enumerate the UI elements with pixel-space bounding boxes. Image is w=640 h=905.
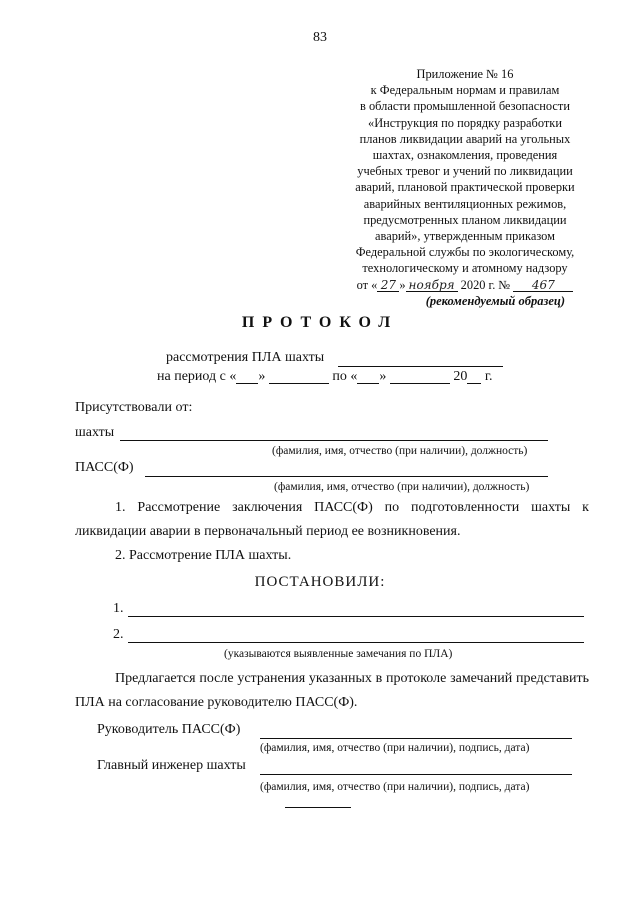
remarks-caption: (указываются выявленные замечания по ПЛА) — [224, 648, 453, 660]
appendix-line: планов ликвидации аварий на угольных — [359, 131, 571, 146]
resolution-blank-1 — [128, 616, 584, 617]
appendix-line: шахтах, ознакомления, проведения — [372, 148, 558, 163]
end-separator-line — [285, 807, 351, 808]
chief-engineer-label: Главный инженер шахты — [97, 758, 246, 773]
period-line — [157, 369, 493, 385]
appendix-header — [325, 66, 605, 293]
date-month-handwritten: ноября — [406, 279, 458, 292]
proposal-text: Предлагается после устранения указанных в протоколе замечаний представить ПЛА на согласование руководителю ПАСС(Ф). — [75, 671, 589, 710]
appendix-line: Федеральной службы по экологическому, — [355, 245, 575, 260]
appendix-line: Приложение № 16 — [416, 67, 514, 81]
resolution-number-1: 1. — [113, 601, 124, 616]
appendix-line: «Инструкция по порядку разработки — [368, 115, 562, 130]
mine-label: шахты — [75, 425, 115, 440]
order-number-handwritten: 467 — [513, 279, 573, 292]
page-number: 83 — [313, 30, 327, 45]
chief-engineer-caption: (фамилия, имя, отчество (при наличии), подпись, дата) — [260, 781, 530, 793]
resolution-blank-2 — [128, 642, 584, 643]
resolved-heading: ПОСТАНОВИЛИ: — [254, 574, 386, 590]
date-prefix: от « — [356, 277, 378, 292]
mine-caption: (фамилия, имя, отчество (при наличии), должность) — [272, 445, 528, 457]
appendix-line: к Федеральным нормам и правилам — [370, 83, 560, 98]
period-year-prefix: 20 — [453, 369, 468, 384]
review-label: рассмотрения ПЛА шахты — [166, 350, 325, 365]
appendix-line: аварий, плановой практической проверки — [355, 180, 575, 195]
date-day-handwritten: 27 — [377, 279, 399, 292]
appendix-line: предусмотренных планом ликвидации — [363, 212, 567, 227]
agenda-item-2: 2. Рассмотрение ПЛА шахты. — [115, 548, 292, 563]
mine-name-blank — [338, 366, 503, 367]
page-title: ПРОТОКОЛ — [241, 314, 399, 331]
chief-engineer-signature-blank — [260, 774, 572, 775]
pass-caption: (фамилия, имя, отчество (при наличии), должность) — [274, 481, 530, 493]
head-label: Руководитель ПАСС(Ф) — [97, 722, 241, 737]
sample-note: (рекомендуемый образец) — [425, 294, 565, 308]
appendix-line: в области промышленной безопасности — [360, 99, 570, 114]
present-label: Присутствовали от: — [75, 400, 193, 415]
period-mid2: » — [379, 369, 387, 384]
date-mid: » — [399, 277, 406, 292]
period-po: по « — [332, 369, 358, 384]
pass-representative-blank — [145, 476, 548, 477]
appendix-line: технологическому и атомному надзору — [362, 261, 568, 276]
mine-representative-blank — [120, 440, 548, 441]
head-signature-blank — [260, 738, 572, 739]
head-caption: (фамилия, имя, отчество (при наличии), подпись, дата) — [260, 742, 530, 754]
period-year-suffix: г. — [484, 369, 493, 384]
pass-label: ПАСС(Ф) — [75, 460, 134, 475]
agenda-item-1: 1. Рассмотрение заключения ПАСС(Ф) по подготовленности шахты к ликвидации аварии в первоначальный период ее возникновения. — [75, 500, 589, 539]
period-prefix: на период с « — [157, 369, 237, 384]
appendix-line: аварий», утвержденным приказом — [375, 229, 555, 244]
period-mid1: » — [258, 369, 266, 384]
order-date-line — [325, 277, 605, 293]
appendix-line: аварийных вентиляционных режимов, — [363, 196, 567, 211]
date-year: 2020 г. № — [460, 277, 511, 292]
appendix-line: учебных тревог и учений по ликвидации — [357, 164, 573, 179]
resolution-number-2: 2. — [113, 627, 124, 642]
